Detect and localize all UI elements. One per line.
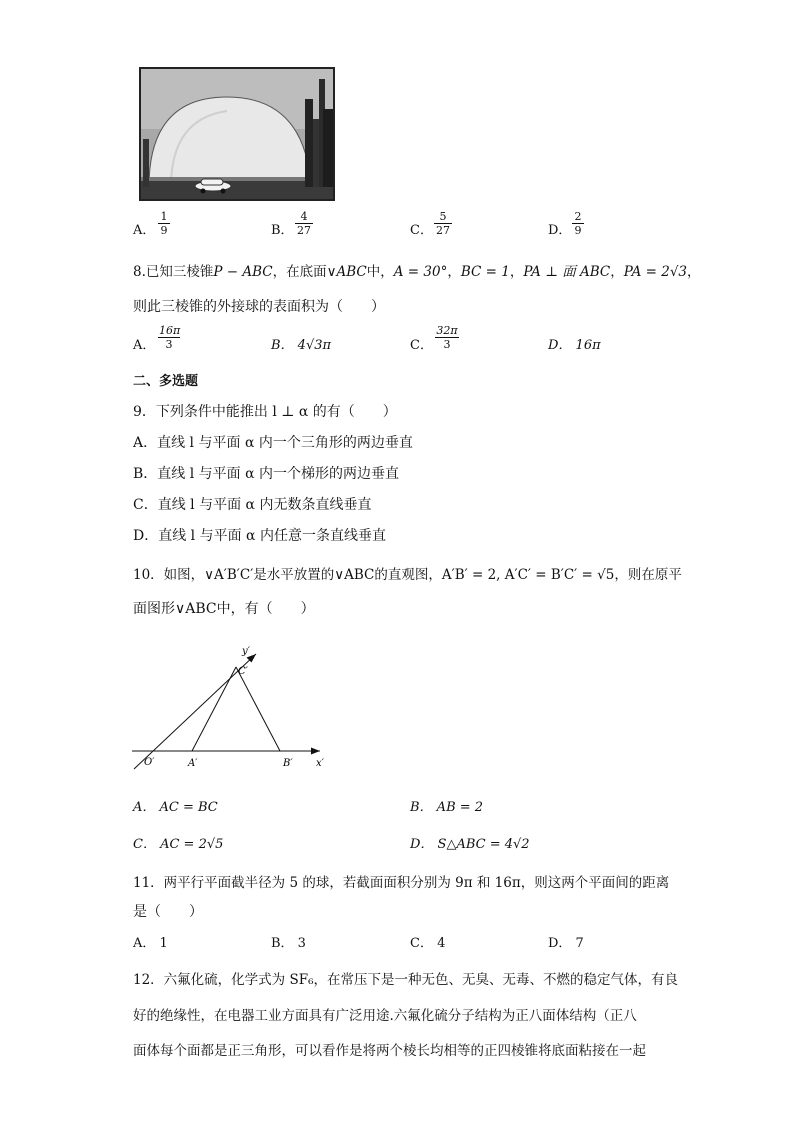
- q11-option-c: C． 4: [410, 936, 446, 951]
- q11-option-b: B． 3: [271, 936, 306, 951]
- q7-option-c-fraction: $\frac{5}{27}$: [436, 210, 450, 237]
- q10-stem-line2: 面图形∨ABC中，有（ ）: [133, 601, 315, 617]
- q11-stem-line2: 是（ ）: [133, 904, 203, 920]
- q10-option-b: B． AB = 2: [410, 800, 484, 815]
- label-x-axis: x′: [316, 758, 324, 769]
- q9-stem: 9．下列条件中能推出 l ⊥ α 的有（ ）: [133, 404, 397, 420]
- q7-option-b-letter: B．: [271, 223, 294, 238]
- q7-option-d-letter: D．: [548, 223, 572, 238]
- q9-option-c: C．直线 l 与平面 α 内无数条直线垂直: [133, 497, 372, 513]
- q8-option-a-letter: A．: [133, 338, 156, 353]
- q9-option-d: D．直线 l 与平面 α 内任意一条直线垂直: [133, 528, 386, 544]
- q9-option-b: B．直线 l 与平面 α 内一个梯形的两边垂直: [133, 466, 400, 482]
- section-heading-multiple-choice: 二、多选题: [133, 374, 199, 389]
- q7-option-a-fraction: $\frac{1}{9}$: [158, 210, 170, 237]
- label-b: B′: [283, 758, 293, 769]
- q9-option-a: A．直线 l 与平面 α 内一个三角形的两边垂直: [133, 435, 413, 451]
- dome-photo-svg: [141, 69, 333, 199]
- q8-option-b: B． 4√3π: [271, 338, 332, 353]
- q7-option-d-fraction: $\frac{2}{9}$: [572, 210, 584, 237]
- q11-stem-line1: 11．两平行平面截半径为 5 的球，若截面面积分别为 9π 和 16π，则这两个平面间的距离: [133, 875, 670, 891]
- q8-stem-line2: 则此三棱锥的外接球的表面积为（ ）: [133, 299, 385, 315]
- label-y-axis: y′: [242, 646, 250, 657]
- label-a: A′: [188, 758, 198, 769]
- x-axis-arrow: [311, 748, 320, 755]
- q7-option-b-fraction: $\frac{4}{27}$: [297, 210, 311, 237]
- q8-option-d: D． 16π: [548, 338, 601, 353]
- q7-option-c-letter: C．: [410, 223, 433, 238]
- q12-stem-line2: 好的绝缘性，在电器工业方面具有广泛用途.六氟化硫分子结构为正八面体结构（正八: [133, 1008, 637, 1024]
- q10-option-a: A． AC = BC: [133, 800, 218, 815]
- q10-option-c: C． AC = 2√5: [133, 837, 224, 852]
- q11-option-d: D． 7: [548, 936, 584, 951]
- label-c: C′: [238, 666, 248, 677]
- q8-stem-line1: 8.已知三棱锥P − ABC，在底面∨ABC中，A = 30°，BC = 1，PA ⊥ 面 ABC，PA = 2√3，: [133, 264, 701, 280]
- q12-stem-line3: 面体每个面都是正三角形，可以看作是将两个棱长均相等的正四棱锥将底面粘接在一起: [133, 1043, 646, 1059]
- q12-stem-line1: 12．六氟化硫，化学式为 SF₆，在常压下是一种无色、无臭、无毒、不燃的稳定气体，有良: [133, 972, 678, 988]
- q10-oblique-figure: [130, 638, 330, 773]
- dome-photo: [139, 67, 335, 201]
- segment-b-c: [236, 667, 280, 751]
- label-o: O′: [144, 757, 155, 768]
- q10-option-d: D． S△ABC = 4√2: [410, 837, 530, 852]
- q10-stem-line1: 10．如图，∨A′B′C′是水平放置的∨ABC的直观图，A′B′ = 2, A′C′ = B′C′ = √5，则在原平: [133, 567, 682, 583]
- q8-option-c-fraction: $\frac{32\pi}{3}$: [436, 324, 458, 351]
- segment-a-c: [192, 667, 236, 751]
- q8-option-a-fraction: $\frac{16\pi}{3}$: [159, 324, 181, 351]
- q7-option-a-letter: A．: [133, 223, 156, 238]
- q11-option-a: A． 1: [133, 936, 168, 951]
- q8-option-c-letter: C．: [410, 338, 433, 353]
